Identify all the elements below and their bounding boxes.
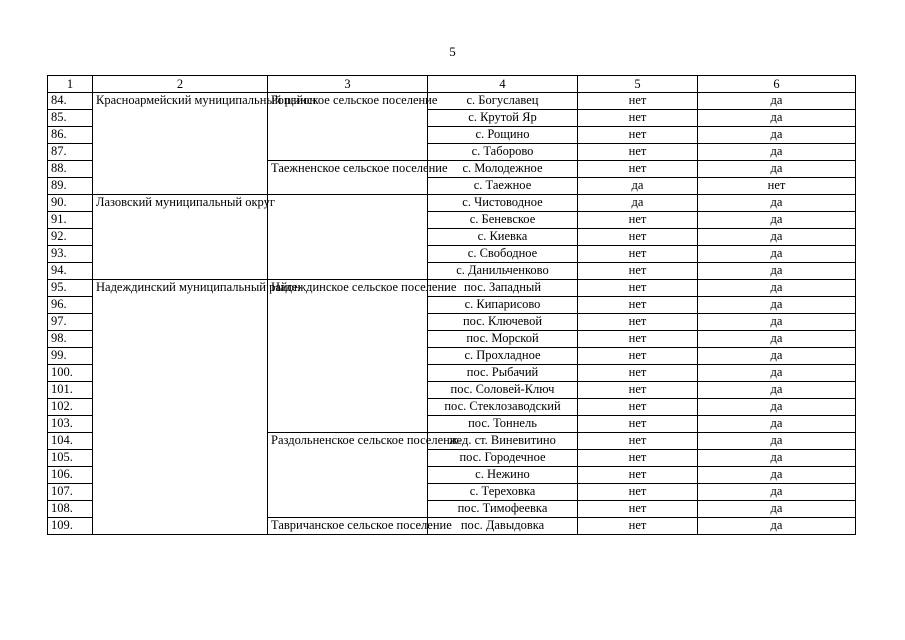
column-5-cell: нет [578, 467, 698, 484]
row-number-cell: 88. [48, 161, 93, 178]
locality-cell: пос. Рыбачий [428, 365, 578, 382]
column-5-cell: нет [578, 161, 698, 178]
column-6-cell: да [698, 110, 856, 127]
locality-cell: с. Киевка [428, 229, 578, 246]
row-number-cell: 109. [48, 518, 93, 535]
locality-cell: пос. Городечное [428, 450, 578, 467]
column-6-cell: да [698, 484, 856, 501]
row-number-cell: 93. [48, 246, 93, 263]
row-number-cell: 95. [48, 280, 93, 297]
locality-cell: с. Беневское [428, 212, 578, 229]
row-number-cell: 84. [48, 93, 93, 110]
locality-cell: с. Богуславец [428, 93, 578, 110]
column-6-cell: да [698, 297, 856, 314]
column-5-cell: нет [578, 93, 698, 110]
column-header: 6 [698, 76, 856, 93]
column-6-cell: да [698, 161, 856, 178]
column-5-cell: нет [578, 518, 698, 535]
row-number-cell: 104. [48, 433, 93, 450]
column-5-cell: нет [578, 144, 698, 161]
locality-cell: пос. Тимофеевка [428, 501, 578, 518]
settlements-table [47, 75, 856, 535]
table-row [48, 93, 856, 110]
column-5-cell: нет [578, 348, 698, 365]
column-6-cell: да [698, 501, 856, 518]
column-6-cell: да [698, 144, 856, 161]
locality-cell: с. Таборово [428, 144, 578, 161]
column-header: 5 [578, 76, 698, 93]
locality-cell: с. Крутой Яр [428, 110, 578, 127]
column-5-cell: нет [578, 382, 698, 399]
column-6-cell: нет [698, 178, 856, 195]
locality-cell: с. Свободное [428, 246, 578, 263]
row-number-cell: 102. [48, 399, 93, 416]
column-6-cell: да [698, 93, 856, 110]
column-header: 3 [268, 76, 428, 93]
column-6-cell: да [698, 127, 856, 144]
column-5-cell: нет [578, 416, 698, 433]
settlement-cell [268, 195, 428, 280]
page-number: 5 [449, 44, 456, 59]
column-6-cell: да [698, 348, 856, 365]
table-row [48, 280, 856, 297]
column-5-cell: нет [578, 501, 698, 518]
locality-cell: пос. Давыдовка [428, 518, 578, 535]
table-row [48, 195, 856, 212]
column-6-cell: да [698, 416, 856, 433]
settlement-cell: Тавричанское сельское поселение [268, 518, 428, 535]
column-5-cell: нет [578, 433, 698, 450]
column-6-cell: да [698, 331, 856, 348]
column-6-cell: да [698, 433, 856, 450]
row-number-cell: 87. [48, 144, 93, 161]
column-5-cell: нет [578, 110, 698, 127]
locality-cell: с. Чистоводное [428, 195, 578, 212]
column-6-cell: да [698, 229, 856, 246]
column-5-cell: нет [578, 484, 698, 501]
column-5-cell: да [578, 178, 698, 195]
column-5-cell: нет [578, 212, 698, 229]
column-6-cell: да [698, 518, 856, 535]
row-number-cell: 97. [48, 314, 93, 331]
locality-cell: с. Данильченково [428, 263, 578, 280]
column-5-cell: нет [578, 280, 698, 297]
settlement-cell: Раздольненское сельское поселение [268, 433, 428, 518]
row-number-cell: 86. [48, 127, 93, 144]
row-number-cell: 92. [48, 229, 93, 246]
row-number-cell: 105. [48, 450, 93, 467]
column-5-cell: нет [578, 365, 698, 382]
row-number-cell: 100. [48, 365, 93, 382]
column-5-cell: нет [578, 127, 698, 144]
district-cell: Лазовский муниципальный округ [93, 195, 268, 280]
row-number-cell: 85. [48, 110, 93, 127]
row-number-cell: 103. [48, 416, 93, 433]
row-number-cell: 101. [48, 382, 93, 399]
column-5-cell: нет [578, 331, 698, 348]
column-6-cell: да [698, 450, 856, 467]
settlement-cell: Таежненское сельское поселение [268, 161, 428, 195]
column-5-cell: нет [578, 314, 698, 331]
locality-cell: пос. Тоннель [428, 416, 578, 433]
row-number-cell: 99. [48, 348, 93, 365]
column-6-cell: да [698, 314, 856, 331]
column-6-cell: да [698, 195, 856, 212]
column-5-cell: нет [578, 297, 698, 314]
column-5-cell: нет [578, 450, 698, 467]
locality-cell: пос. Ключевой [428, 314, 578, 331]
column-6-cell: да [698, 382, 856, 399]
locality-cell: с. Прохладное [428, 348, 578, 365]
row-number-cell: 107. [48, 484, 93, 501]
locality-cell: пос. Соловей-Ключ [428, 382, 578, 399]
column-5-cell: нет [578, 263, 698, 280]
row-number-cell: 91. [48, 212, 93, 229]
column-5-cell: да [578, 195, 698, 212]
row-number-cell: 108. [48, 501, 93, 518]
locality-cell: с. Тереховка [428, 484, 578, 501]
settlement-cell: Надеждинское сельское поселение [268, 280, 428, 433]
locality-cell: с. Таежное [428, 178, 578, 195]
column-6-cell: да [698, 212, 856, 229]
column-6-cell: да [698, 280, 856, 297]
locality-cell: пос. Западный [428, 280, 578, 297]
column-header: 2 [93, 76, 268, 93]
column-5-cell: нет [578, 399, 698, 416]
table-body [48, 93, 856, 535]
locality-cell: пос. Морской [428, 331, 578, 348]
column-6-cell: да [698, 365, 856, 382]
column-header: 1 [48, 76, 93, 93]
locality-cell: с. Нежино [428, 467, 578, 484]
row-number-cell: 89. [48, 178, 93, 195]
row-number-cell: 90. [48, 195, 93, 212]
row-number-cell: 96. [48, 297, 93, 314]
district-cell: Красноармейский муниципальный район [93, 93, 268, 195]
locality-cell: с. Молодежное [428, 161, 578, 178]
row-number-cell: 98. [48, 331, 93, 348]
locality-cell: ж-д. ст. Виневитино [428, 433, 578, 450]
column-6-cell: да [698, 246, 856, 263]
row-number-cell: 106. [48, 467, 93, 484]
locality-cell: с. Кипарисово [428, 297, 578, 314]
locality-cell: с. Рощино [428, 127, 578, 144]
column-6-cell: да [698, 263, 856, 280]
column-5-cell: нет [578, 229, 698, 246]
column-6-cell: да [698, 467, 856, 484]
column-5-cell: нет [578, 246, 698, 263]
locality-cell: пос. Стеклозаводский [428, 399, 578, 416]
column-header: 4 [428, 76, 578, 93]
district-cell: Надеждинский муниципальный район [93, 280, 268, 535]
table-header-row [48, 76, 856, 93]
row-number-cell: 94. [48, 263, 93, 280]
settlement-cell: Рощинское сельское поселение [268, 93, 428, 161]
column-6-cell: да [698, 399, 856, 416]
